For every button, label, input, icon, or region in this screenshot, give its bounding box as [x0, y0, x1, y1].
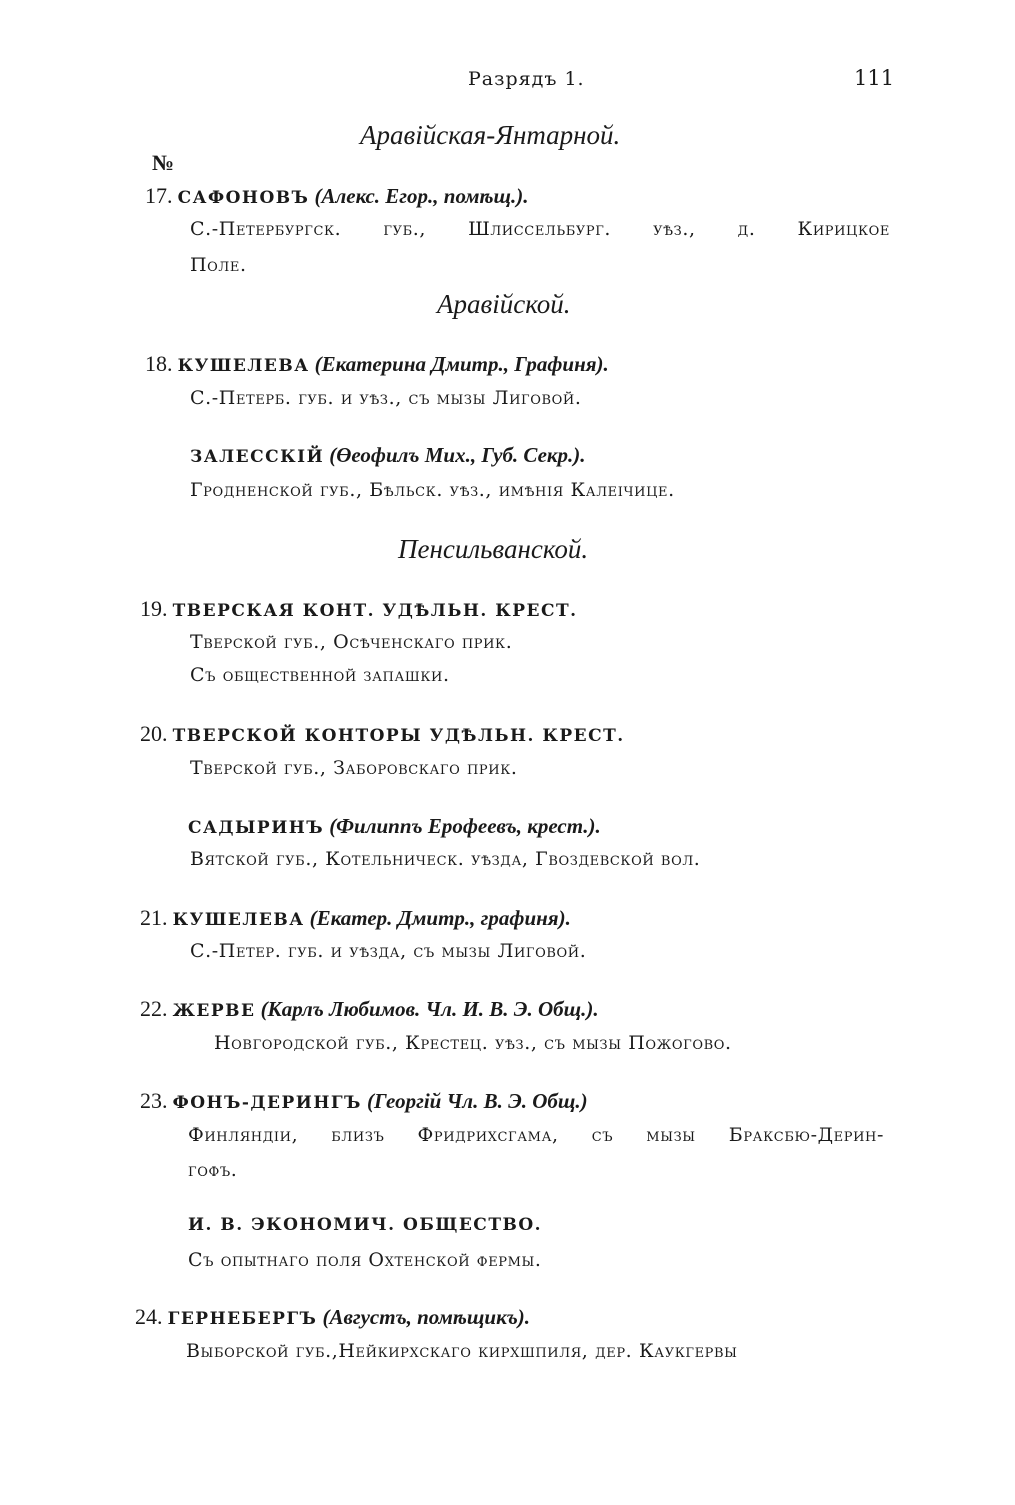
- entry-location: Финляндіи, близъ Фридрихсгама, съ мызы Браксбю-Дерин-: [188, 1124, 884, 1146]
- entry-name: ГЕРНЕБЕРГЪ: [167, 1309, 318, 1329]
- list-item: [145, 351, 609, 377]
- entry-name: ТВЕРСКАЯ КОНТ. УДѢЛЬН. КРЕСТ.: [172, 601, 578, 621]
- page-number: 111: [854, 66, 895, 90]
- section-title: Аравійская-Янтарной.: [360, 120, 621, 150]
- entry-name: ЖЕРВЕ: [172, 1001, 256, 1021]
- entry-location: Гродненской губ., Бѣльск. уѣз., имѣнія Калеічице.: [190, 479, 675, 501]
- list-item: [140, 905, 571, 931]
- entry-number: 18.: [145, 351, 173, 376]
- entry-name: И. В. ЭКОНОМИЧ. ОБЩЕСТВО.: [188, 1215, 543, 1235]
- entry-name: КУШЕЛЕВА: [172, 910, 305, 930]
- entry-number: 21.: [140, 905, 168, 930]
- list-item: [140, 996, 599, 1022]
- entry-number: 20.: [140, 721, 168, 746]
- entry-location-cont: Съ общественной запашки.: [190, 664, 450, 686]
- numero-sign: №: [152, 150, 175, 175]
- entry-description: (Августъ, помѣщикъ).: [322, 1305, 531, 1329]
- section-title: Пенсильванской.: [398, 534, 589, 564]
- entry-description: (Филиппъ Ерофеевъ, крест.).: [329, 814, 601, 838]
- entry-description: (Георгій Чл. В. Э. Общ.): [366, 1089, 588, 1113]
- entry-location: С.-Петерб. губ. и уѣз., съ мызы Лиговой.: [190, 387, 582, 409]
- entry-number: 22.: [140, 996, 168, 1021]
- entry-number: 19.: [140, 596, 168, 621]
- entry-number: 17.: [145, 183, 173, 208]
- list-item: [140, 721, 625, 747]
- entry-description: (Екатерина Дмитр., Графиня).: [314, 352, 609, 376]
- entry-description: (Алекс. Егор., помѣщ.).: [314, 184, 529, 208]
- entry-name: ФОНЪ-ДЕРИНГЪ: [172, 1093, 362, 1113]
- entry-location: Новгородской губ., Крестец. уѣз., съ мызы Пожогово.: [214, 1032, 732, 1054]
- entry-number: 24.: [135, 1304, 163, 1329]
- entry-location: Вятской губ., Котельническ. уѣзда, Гвоздевской вол.: [190, 848, 701, 870]
- entry-name: КУШЕЛЕВА: [177, 356, 310, 376]
- entry-name: ЗАЛЕССКІЙ: [190, 447, 325, 467]
- entry-name: САФОНОВЪ: [177, 188, 310, 208]
- running-title: Разрядъ 1.: [468, 68, 585, 90]
- list-item: [145, 183, 529, 209]
- entry-location: Съ опытнаго поля Охтенской фермы.: [188, 1249, 542, 1271]
- entry-location-cont: гофъ.: [188, 1159, 238, 1181]
- entry-description: (Өеофилъ Мих., Губ. Секр.).: [329, 443, 586, 467]
- section-title: Аравійской.: [437, 289, 571, 319]
- entry-location-cont: Поле.: [190, 254, 247, 276]
- list-item: [135, 1304, 530, 1330]
- list-item: [140, 596, 578, 622]
- entry-location: Тверской губ., Осѣченскаго прик.: [190, 631, 513, 653]
- entry-number: 23.: [140, 1088, 168, 1113]
- entry-description: (Карлъ Любимов. Чл. И. В. Э. Общ.).: [260, 997, 599, 1021]
- list-item: [190, 443, 586, 468]
- entry-location: Тверской губ., Заборовскаго прик.: [190, 757, 518, 779]
- entry-name: САДЫРИНЪ: [188, 818, 325, 838]
- entry-name: ТВЕРСКОЙ КОНТОРЫ УДѢЛЬН. КРЕСТ.: [172, 726, 625, 746]
- entry-location: С.-Петербургск. губ., Шлиссельбург. уѣз., д. Кирицкое: [190, 218, 890, 240]
- entry-location: Выборской губ.,Нейкирхскаго кирхшпиля, дер. Каукгервы: [186, 1340, 738, 1362]
- list-item: [188, 1215, 542, 1235]
- entry-description: (Екатер. Дмитр., графиня).: [309, 906, 571, 930]
- list-item: [188, 814, 601, 839]
- entry-location: С.-Петер. губ. и уѣзда, съ мызы Лиговой.: [190, 940, 587, 962]
- list-item: [140, 1088, 588, 1114]
